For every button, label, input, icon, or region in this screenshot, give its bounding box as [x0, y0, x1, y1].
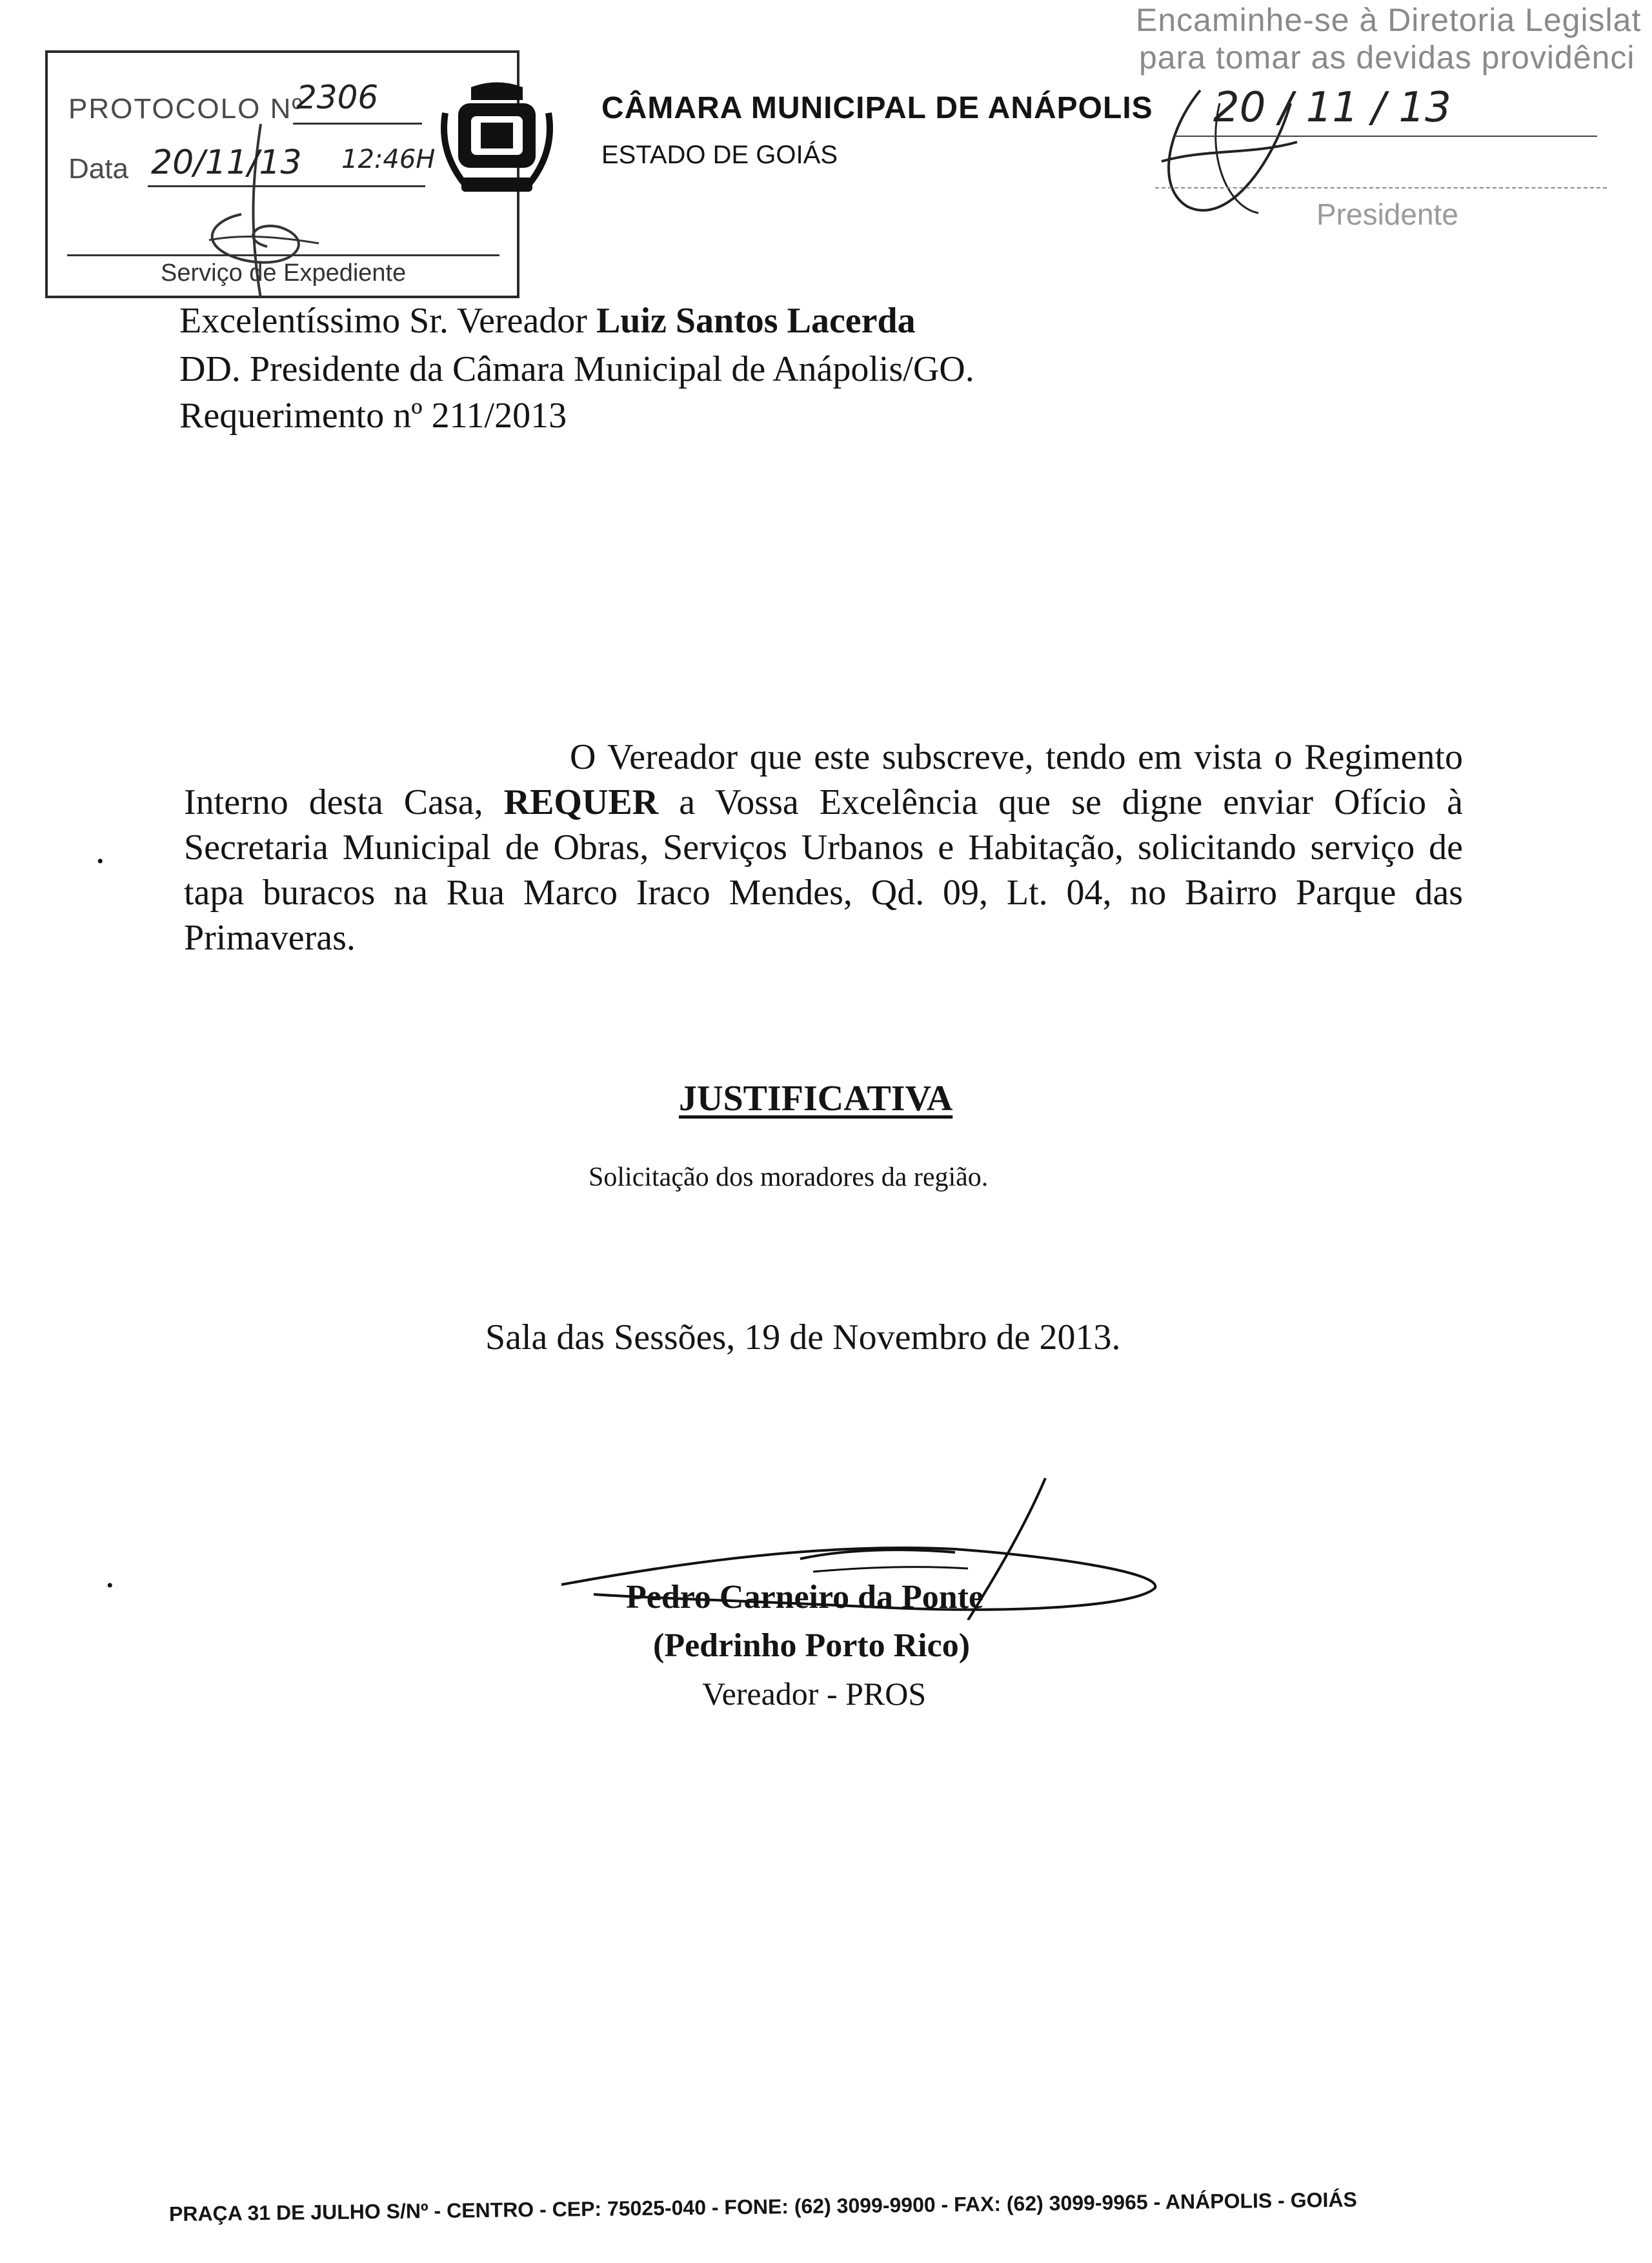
forward-sign-line [1155, 187, 1607, 188]
servico-label: Serviço de Expediente [161, 259, 407, 287]
signer-role: Vereador - PROS [702, 1676, 927, 1712]
justificativa-title: JUSTIFICATIVA [679, 1079, 953, 1119]
footer-address: PRAÇA 31 DE JULHO S/Nº - CENTRO - CEP: 75025-040 - FONE: (62) 3099-9900 - FAX: (62) 3099-9965 - ANÁPOLIS - GOIÁS [168, 2187, 1358, 2226]
protocol-line [293, 123, 422, 125]
date-label: Data [68, 153, 128, 185]
institution-name: CÂMARA MUNICIPAL DE ANÁPOLIS [601, 91, 1153, 125]
signer-nickname: (Pedrinho Porto Rico) [653, 1627, 971, 1664]
scan-speck: • [106, 1575, 114, 1596]
forward-date-line [1174, 136, 1597, 137]
requerimento-number: Requerimento nº 211/2013 [179, 396, 567, 436]
time-value: 12:46H [341, 145, 436, 174]
forward-note-line2: para tomar as devidas providênci [1139, 39, 1635, 76]
request-body [184, 735, 1463, 960]
date-line [148, 185, 425, 187]
scan-speck: • [97, 851, 104, 872]
coat-of-arms-icon [432, 74, 561, 203]
protocol-label: PROTOCOLO Nº [68, 93, 304, 125]
signer-name: Pedro Carneiro da Ponte [626, 1579, 984, 1616]
date-value: 20/11/13 [151, 143, 302, 182]
institution-state: ESTADO DE GOIÁS [601, 141, 838, 169]
body-part2: a Vossa Excelência que se digne enviar Ofício à Secretaria Municipal de Obras, Serviços Urbanos e Habitação, solicitando serviço de tapa buracos na Rua Marco Iraco Mendes, Qd. 09, Lt. 04, no Bairro Parque das Primaveras. [184, 782, 1464, 958]
justificativa-text: Solicitação dos moradores da região. [589, 1162, 989, 1192]
addressee-name: Luiz Santos Lacerda [596, 301, 916, 341]
stamp-sign-line [67, 254, 499, 256]
place-and-date: Sala das Sessões, 19 de Novembro de 2013. [485, 1317, 1121, 1357]
forward-president-label: Presidente [1316, 198, 1458, 231]
addressee-title: DD. Presidente da Câmara Municipal de Anápolis/GO. [179, 349, 974, 389]
protocol-number: 2306 [296, 79, 379, 116]
forward-note-line1: Encaminhe-se à Diretoria Legislat [1136, 2, 1642, 38]
body-requer: REQUER [503, 782, 659, 822]
forward-date: 20 / 11 / 13 [1213, 84, 1451, 132]
addressee-line [179, 300, 916, 341]
body-part1: O Vereador que este subscreve, tendo em vista o Regimento Interno desta Casa, [184, 737, 1463, 822]
salutation: Excelentíssimo Sr. Vereador [179, 301, 587, 341]
